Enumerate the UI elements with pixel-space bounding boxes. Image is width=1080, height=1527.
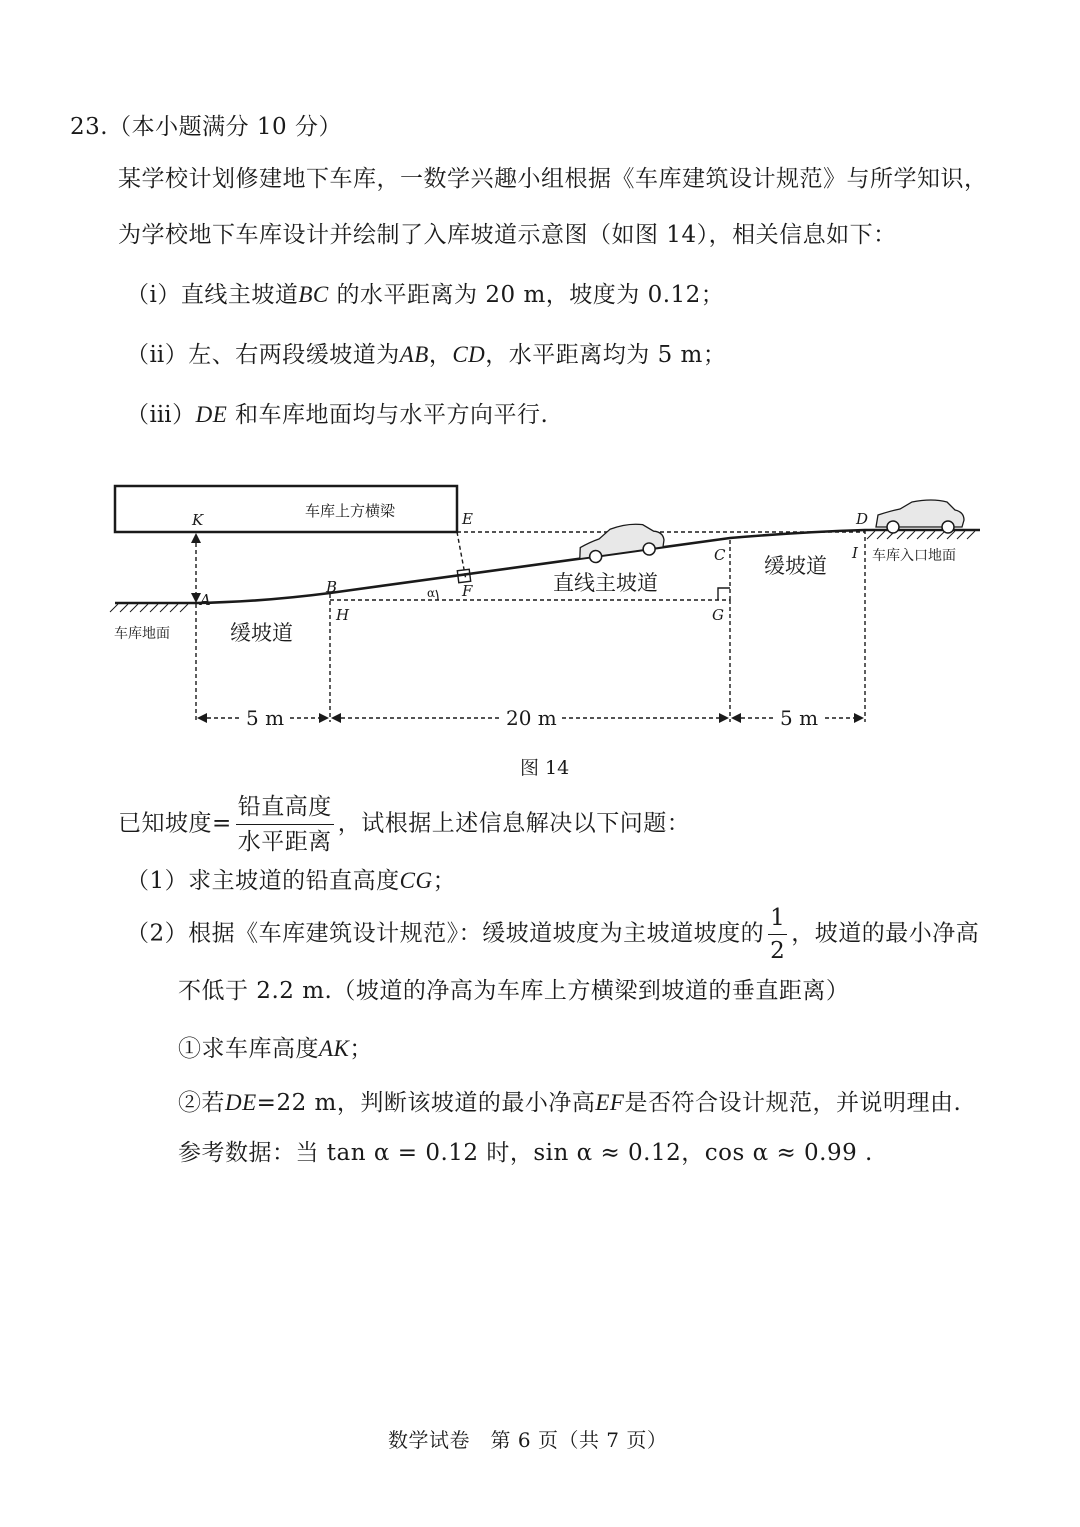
label-a: A	[200, 591, 211, 609]
entrance-hatch	[867, 531, 975, 539]
floor-label: 车库地面	[114, 626, 170, 642]
question-header: 23.（本小题满分 10 分）	[70, 114, 342, 140]
part-2-sub-1: ①求车库高度AK；	[178, 1036, 373, 1062]
right-angle-g	[718, 588, 730, 600]
label-k: K	[192, 511, 204, 529]
info-item-3: （ⅲ）DE 和车库地面均与水平方向平行.	[126, 402, 549, 428]
entrance-label: 车库入口地面	[872, 548, 956, 564]
intro-line-1: 某学校计划修建地下车库，一数学兴趣小组根据《车库建筑设计规范》与所学知识，	[118, 166, 988, 192]
dim-left: 5 m	[246, 706, 285, 730]
part-2-line-2: 不低于 2.2 m.（坡道的净高为车库上方横梁到坡道的垂直距离）	[178, 978, 850, 1004]
info-item-1: （ⅰ）直线主坡道BC 的水平距离为 20 m，坡度为 0.12；	[126, 282, 725, 308]
label-g: G	[712, 606, 724, 624]
label-i: I	[852, 544, 858, 562]
part-2-sub-2: ②若DE=22 m，判断该坡道的最小净高EF是否符合设计规范，并说明理由.	[178, 1090, 962, 1116]
label-b: B	[326, 578, 338, 596]
beam-label: 车库上方横梁	[305, 502, 396, 520]
label-d: D	[856, 510, 869, 528]
page-footer: 数学试卷 第 6 页（共 7 页）	[388, 1428, 668, 1452]
ak-arrow-top	[191, 533, 201, 543]
reference-data: 参考数据：当 tan α = 0.12 时，sin α ≈ 0.12，cos α ≈ 0.99 .	[178, 1140, 873, 1166]
car-icon-entrance	[876, 500, 964, 533]
half-fraction: $\frac{1}{2}$	[770, 905, 786, 964]
dim-right: 5 m	[780, 706, 819, 730]
info-item-2: （ⅱ）左、右两段缓坡道为AB，CD，水平距离均为 5 m；	[126, 342, 727, 368]
dim-mid: 20 m	[506, 706, 557, 730]
ef-line	[457, 532, 466, 580]
beam-rect	[115, 486, 457, 532]
ramp-diagram	[0, 470, 1080, 790]
label-f: F	[462, 582, 473, 600]
label-h: H	[336, 606, 350, 624]
given-line: 已知坡度= $\frac{\text{铅直高度}}{\text{水平距离}}$ ，试根据上述信息解决以下问题：	[118, 794, 691, 855]
slope-fraction: $\frac{\text{铅直高度}}{\text{水平距离}}$	[237, 794, 332, 855]
floor-hatch	[110, 604, 188, 612]
alpha-arc	[436, 590, 438, 600]
gentle-right-label: 缓坡道	[764, 554, 827, 578]
car-icon-ramp	[576, 520, 666, 565]
part-1: （1）求主坡道的铅直高度CG；	[126, 868, 457, 894]
intro-line-2: 为学校地下车库设计并绘制了入库坡道示意图（如图 14），相关信息如下：	[118, 222, 897, 248]
gentle-left-label: 缓坡道	[230, 621, 293, 645]
label-c: C	[714, 546, 726, 564]
figure-caption: 图 14	[520, 757, 570, 779]
alpha-label: α	[427, 586, 436, 600]
part-2-line-1: （2）根据《车库建筑设计规范》：缓坡道坡度为主坡道坡度的 $\frac{1}{2}$ ，坡道的最小净高	[126, 905, 980, 964]
label-e: E	[462, 510, 473, 528]
ramp-profile	[115, 530, 980, 603]
main-ramp-label: 直线主坡道	[553, 571, 658, 595]
